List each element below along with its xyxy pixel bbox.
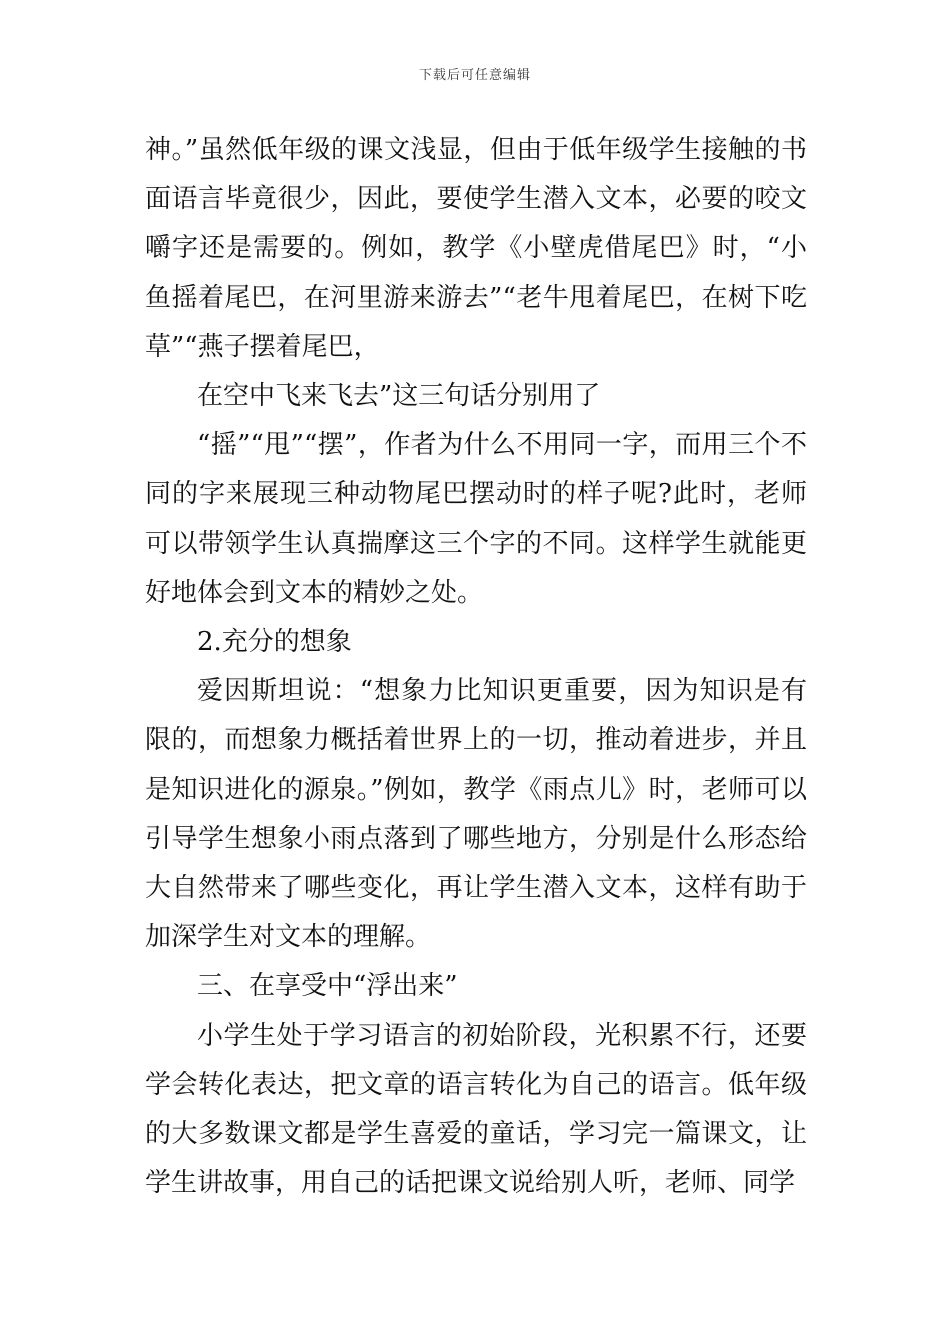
section-heading-imagination: 2.充分的想象 [197,627,352,658]
page-header: 下载后可任意编辑 [418,68,531,83]
paragraph-3: “摇”“甩”“摆”，作者为什么不用同一字，而用三个不同的字来展现三种动物尾巴摆动时的样子呢?此时，老师可以带领学生认真揣摩这三个字的不同。这样学生就能更好地体会到文本的精妙之处。 [145,430,807,608]
paragraph-4: 爱因斯坦说：“想象力比知识更重要，因为知识是有限的，而想象力概括着世界上的一切，推动着进步，并且是知识进化的源泉。”例如，教学《雨点儿》时，老师可以引导学生想象小雨点落到了哪些地方，分别是什么形态给大自然带来了哪些变化，再让学生潜入文本，这样有助于加深学生对文本的理解。 [145,676,807,953]
document-body [145,126,807,1208]
section-heading-enjoy: 三、在享受中“浮出来” [197,971,458,1002]
paragraph-1: 神。”虽然低年级的课文浅显，但由于低年级学生接触的书面语言毕竟很少，因此，要使学生潜入文本，必要的咬文嚼字还是需要的。例如，教学《小壁虎借尾巴》时，“小鱼摇着尾巴，在河里游来游去”“老牛甩着尾巴，在树下吃草”“燕子摆着尾巴， [145,135,807,362]
paragraph-5: 小学生处于学习语言的初始阶段，光积累不行，还要学会转化表达，把文章的语言转化为自己的语言。低年级的大多数课文都是学生喜爱的童话，学习完一篇课文，让学生讲故事，用自己的话把课文说给别人听，老师、同学 [145,1020,807,1199]
paragraph-2: 在空中飞来飞去”这三句话分别用了 [197,381,601,412]
